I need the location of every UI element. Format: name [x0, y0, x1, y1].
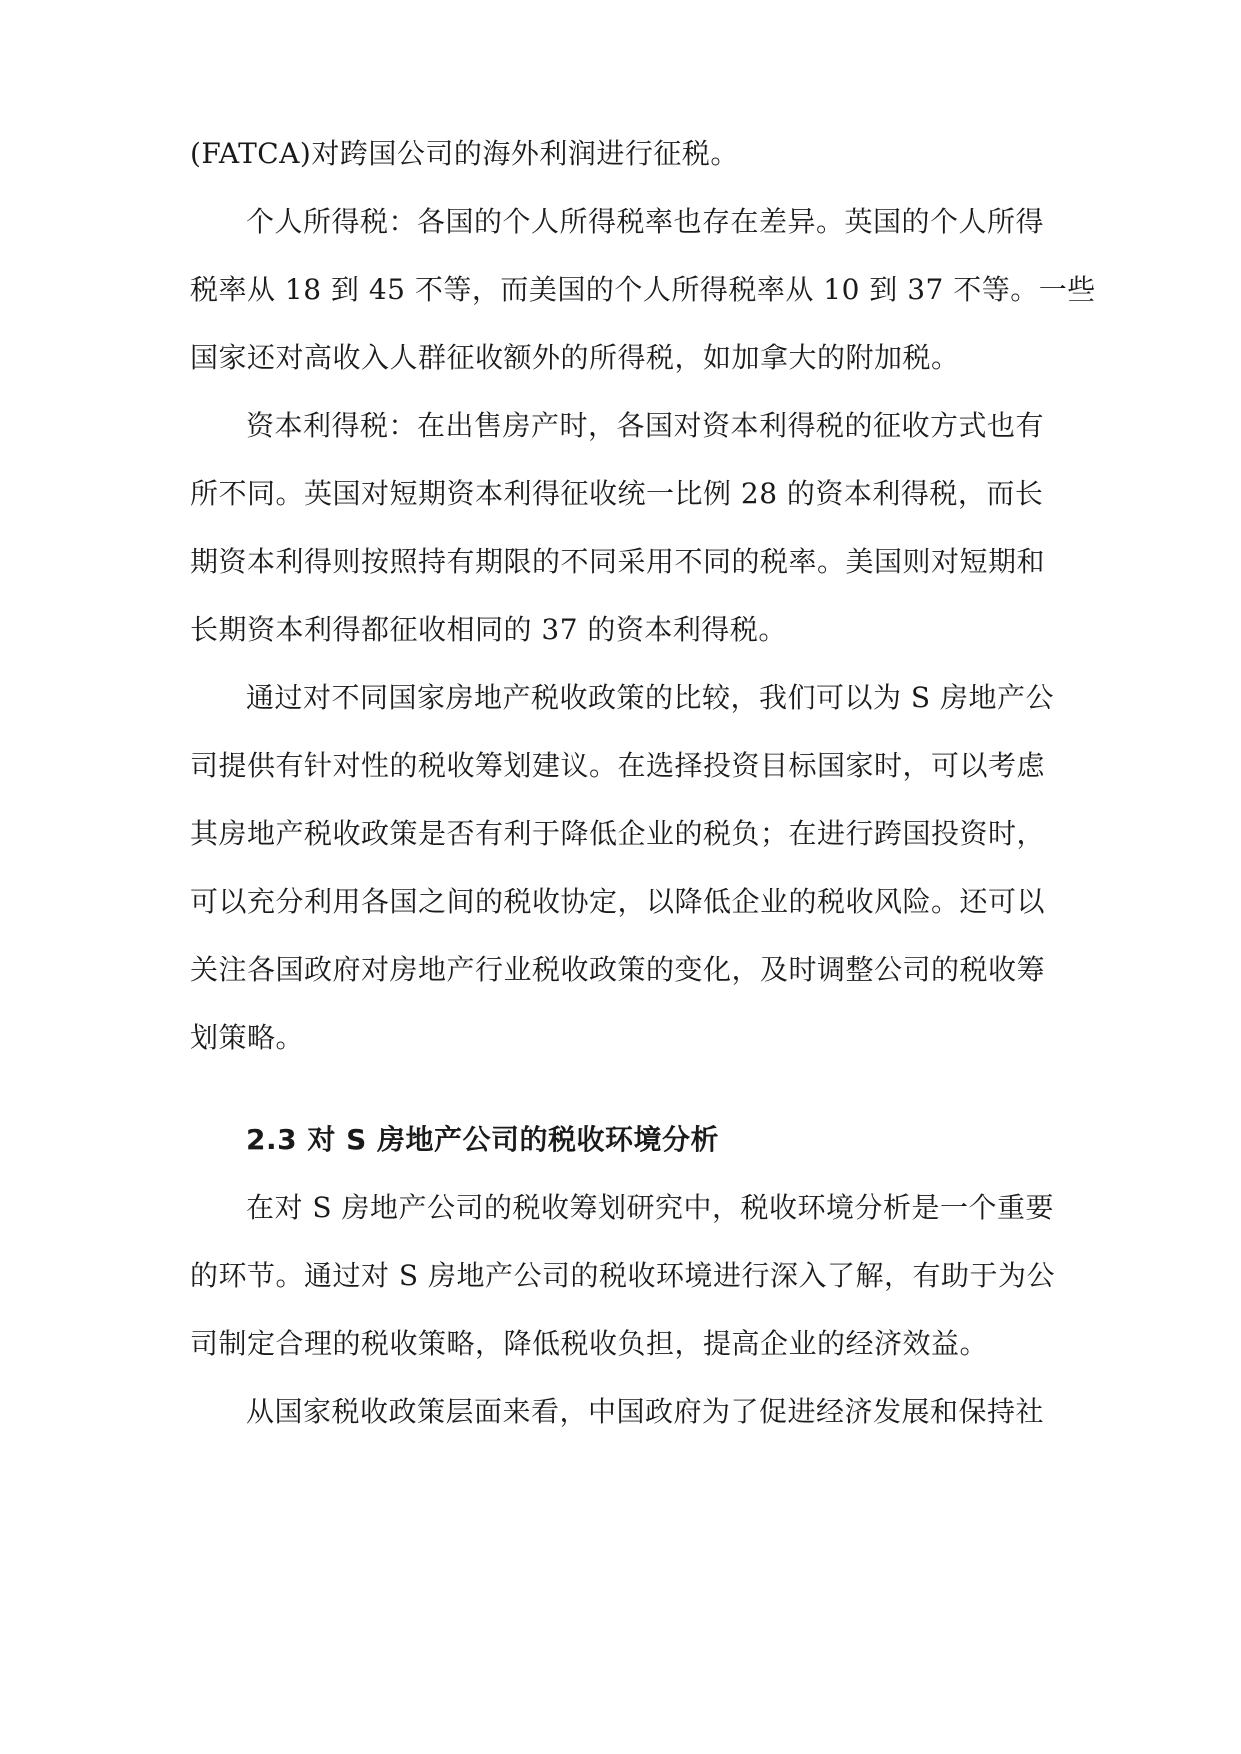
paragraph-line: 税率从 18 到 45 不等，而美国的个人所得税率从 10 到 37 不等。一些: [190, 273, 1096, 306]
paragraph-line: 从国家税收政策层面来看，中国政府为了促进经济发展和保持社: [246, 1395, 1045, 1428]
paragraph-line: 其房地产税收政策是否有利于降低企业的税负；在进行跨国投资时，: [190, 817, 1046, 850]
section-heading: 2.3 对 S 房地产公司的税收环境分析: [246, 1123, 720, 1156]
paragraph-line: 个人所得税：各国的个人所得税率也存在差异。英国的个人所得: [246, 205, 1045, 238]
paragraph-line: 可以充分利用各国之间的税收协定，以降低企业的税收风险。还可以: [190, 885, 1046, 918]
paragraph-line: 划策略。: [190, 1021, 305, 1054]
paragraph-line: 司提供有针对性的税收筹划建议。在选择投资目标国家时，可以考虑: [190, 749, 1046, 782]
paragraph-line: 所不同。英国对短期资本利得征收统一比例 28 的资本利得税，而长: [190, 477, 1044, 510]
paragraph-line: 期资本利得则按照持有期限的不同采用不同的税率。美国则对短期和: [190, 545, 1046, 578]
paragraph-line: 资本利得税：在出售房产时，各国对资本利得税的征收方式也有: [246, 409, 1045, 442]
paragraph-line: 长期资本利得都征收相同的 37 的资本利得税。: [190, 613, 787, 646]
paragraph-line: 在对 S 房地产公司的税收筹划研究中，税收环境分析是一个重要: [246, 1191, 1054, 1224]
paragraph-line: (FATCA)对跨国公司的海外利润进行征税。: [190, 137, 739, 170]
paragraph-line: 关注各国政府对房地产行业税收政策的变化，及时调整公司的税收筹: [190, 953, 1046, 986]
paragraph-line: 的环节。通过对 S 房地产公司的税收环境进行深入了解，有助于为公: [190, 1259, 1055, 1292]
paragraph-line: 国家还对高收入人群征收额外的所得税，如加拿大的附加税。: [190, 341, 960, 374]
paragraph-line: 司制定合理的税收策略，降低税收负担，提高企业的经济效益。: [190, 1327, 989, 1360]
paragraph-line: 通过对不同国家房地产税收政策的比较，我们可以为 S 房地产公: [246, 681, 1054, 714]
